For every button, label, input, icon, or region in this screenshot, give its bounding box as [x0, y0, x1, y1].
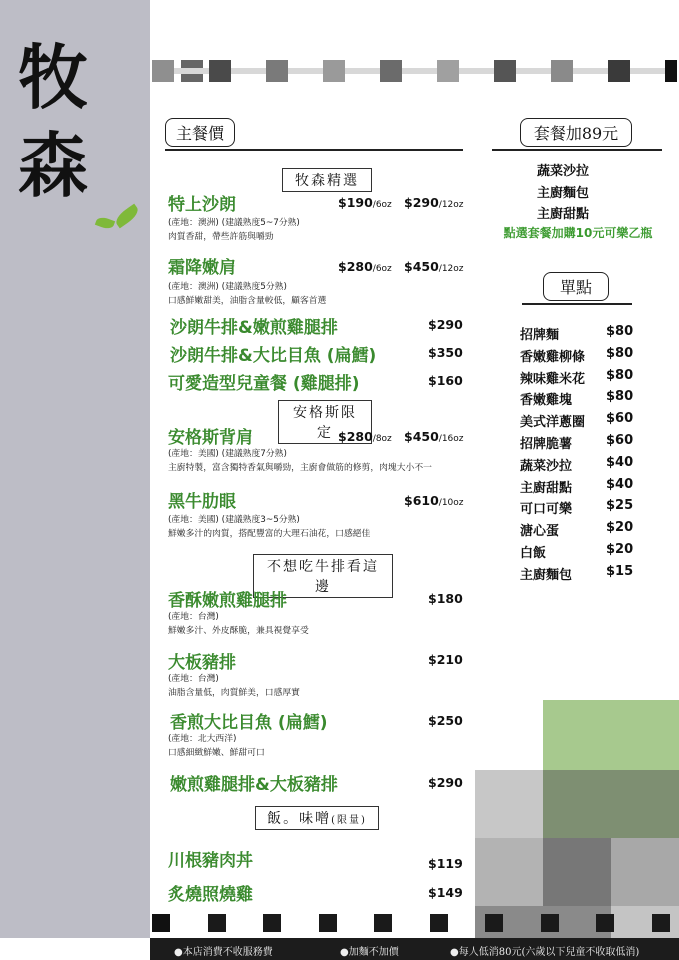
- deco-square: [551, 60, 573, 82]
- section-tag-rice: [255, 806, 379, 830]
- a-la-carte-item-price: $40: [606, 476, 634, 492]
- set-meal-rule: [492, 149, 662, 151]
- dish-desc-origin: (產地：台灣): [168, 612, 219, 622]
- dish-desc: 肉質香甜，帶些許筋與嚼勁: [168, 232, 274, 242]
- a-la-carte-item-price: $20: [606, 542, 634, 557]
- deco-line: [174, 68, 209, 74]
- deco-block: [611, 838, 679, 906]
- dish-price: $290: [428, 775, 463, 790]
- deco-block: [543, 838, 611, 906]
- deco-square: [437, 60, 459, 82]
- dish-name: 嫩煎雞腿排&大板豬排: [170, 775, 338, 795]
- deco-block: [475, 770, 543, 838]
- dish-name: 香煎大比目魚 (扁鱈): [170, 713, 328, 733]
- dish-price: $149: [428, 885, 463, 900]
- footer-bar: [150, 938, 679, 960]
- section-tag-angus: 安格斯限定: [278, 400, 372, 444]
- deco-square: [263, 914, 281, 932]
- dish-name: 可愛造型兒童餐 (雞腿排): [168, 374, 360, 394]
- dish-desc: 鮮嫩多汁、外皮酥脆，兼具視覺享受: [168, 626, 309, 636]
- brand-logo-mark: [10, 30, 140, 230]
- dish-price-large: $450/12oz: [404, 259, 464, 274]
- dish-name: 炙燒照燒雞: [168, 885, 253, 905]
- dish-desc-origin: (產地：澳洲) (建議熟度5分熟): [168, 282, 287, 292]
- a-la-carte-item-name: 蔬菜沙拉: [520, 458, 573, 474]
- deco-line: [345, 68, 380, 74]
- a-la-carte-title: 單點: [543, 272, 609, 301]
- dish-price: $290: [428, 317, 463, 332]
- a-la-carte-item-name: 可口可樂: [520, 502, 573, 518]
- dish-desc-origin: (產地：美國) (建議熟度7分熟): [168, 449, 287, 459]
- deco-square: [430, 914, 448, 932]
- main-menu-title: 主餐價: [165, 118, 235, 147]
- deco-square: [152, 60, 174, 82]
- a-la-carte-item-name: 主廚甜點: [520, 480, 573, 496]
- dish-desc: 口感鮮嫩甜美，油脂含量較低，顧客首選: [168, 296, 327, 306]
- section-tag-signature: 牧森精選: [282, 168, 372, 192]
- a-la-carte-item-name: 美式洋蔥圈: [520, 415, 586, 431]
- set-meal-promo: 點選套餐加購10元可樂乙瓶: [503, 226, 653, 240]
- set-meal-title: 套餐加89元: [520, 118, 632, 147]
- a-la-carte-item-price: $80: [606, 367, 634, 383]
- svg-text:森: 森: [18, 124, 88, 207]
- dish-price: $210: [428, 652, 463, 667]
- deco-square: [485, 914, 503, 932]
- svg-text:牧: 牧: [18, 36, 88, 119]
- footer-note: ●本店消費不收服務費: [174, 947, 273, 958]
- deco-square: [374, 914, 392, 932]
- a-la-carte-item-name: 白飯: [520, 546, 547, 561]
- a-la-carte-item-name: 主廚麵包: [520, 567, 573, 583]
- dish-desc: 口感細緻鮮嫩、鮮甜可口: [168, 748, 265, 758]
- a-la-carte-item-price: $80: [606, 389, 634, 405]
- a-la-carte-item-name: 辣味雞米花: [520, 371, 586, 387]
- dish-price-large: $450/16oz: [404, 429, 464, 444]
- dish-name: 黑牛肋眼: [168, 492, 236, 512]
- deco-line: [288, 68, 323, 74]
- a-la-carte-item-price: $15: [606, 563, 634, 579]
- dish-name: 沙朗牛排&大比目魚 (扁鱈): [170, 346, 377, 366]
- dish-name: 安格斯背肩: [168, 428, 253, 448]
- a-la-carte-item-name: 香嫩雞柳條: [520, 349, 586, 365]
- a-la-carte-item-name: 招牌麵: [520, 328, 560, 343]
- deco-line: [630, 68, 665, 74]
- dish-price: $180: [428, 591, 463, 606]
- deco-block: [543, 700, 679, 770]
- deco-square: [323, 60, 345, 82]
- deco-square: [380, 60, 402, 82]
- dish-price-small: $280/8oz: [338, 429, 392, 444]
- a-la-carte-item-price: $60: [606, 433, 634, 448]
- dish-price-small: $280/6oz: [338, 259, 392, 274]
- a-la-carte-item-price: $20: [606, 520, 634, 536]
- dish-desc: 油脂含量低，肉質鮮美，口感厚實: [168, 688, 300, 698]
- dish-price-large: $290/12oz: [404, 195, 464, 210]
- deco-square: [319, 914, 337, 932]
- a-la-carte-rule: [522, 303, 632, 305]
- dish-name: 香酥嫩煎雞腿排: [168, 591, 287, 611]
- deco-square: [152, 914, 170, 932]
- deco-square: [665, 60, 677, 82]
- a-la-carte-item-name: 香嫩雞塊: [520, 393, 573, 409]
- main-menu-rule: [165, 149, 463, 151]
- a-la-carte-item-price: $40: [606, 454, 634, 470]
- deco-line: [402, 68, 437, 74]
- deco-square: [596, 914, 614, 932]
- a-la-carte-item-price: $80: [606, 345, 634, 361]
- deco-block: [475, 838, 543, 906]
- deco-line: [459, 68, 494, 74]
- footer-note: ●加麵不加價: [340, 947, 399, 958]
- a-la-carte-item-name: 招牌脆薯: [520, 437, 573, 452]
- deco-square: [494, 60, 516, 82]
- dish-desc-origin: (產地：美國) (建議熟度3~5分熟): [168, 515, 300, 525]
- dish-name: 特上沙朗: [168, 195, 236, 215]
- deco-line: [573, 68, 608, 74]
- dish-desc-origin: (產地：台灣): [168, 674, 219, 684]
- deco-block: [543, 770, 679, 838]
- footer-note: ●每人低消80元(六歲以下兒童不收取低消): [450, 947, 640, 958]
- a-la-carte-item-name: 溏心蛋: [520, 524, 560, 540]
- dish-price-small: $190/6oz: [338, 195, 392, 210]
- dish-desc-origin: (產地：澳洲) (建議熟度5~7分熟): [168, 218, 300, 228]
- deco-square: [209, 60, 231, 82]
- dish-price: $160: [428, 373, 463, 388]
- deco-square: [652, 914, 670, 932]
- deco-line: [231, 68, 266, 74]
- dish-desc: 主廚特製，富含獨特香氣與嚼勁，主廚會做筋的修剪，肉塊大小不一: [168, 463, 432, 473]
- dish-desc: 鮮嫩多汁的肉質，搭配豐富的大理石油花，口感絕佳: [168, 529, 371, 539]
- deco-square: [608, 60, 630, 82]
- a-la-carte-item-price: $25: [606, 498, 634, 514]
- deco-square: [208, 914, 226, 932]
- dish-name: 霜降嫩肩: [168, 258, 236, 278]
- deco-square: [266, 60, 288, 82]
- set-meal-item: 蔬菜沙拉: [536, 164, 589, 179]
- section-tag-non-beef: 不想吃牛排看這邊: [253, 554, 393, 598]
- dish-price: $250: [428, 713, 463, 728]
- dish-name: 川根豬肉丼: [168, 851, 253, 871]
- a-la-carte-item-price: $80: [606, 324, 634, 339]
- dish-desc-origin: (產地：北大西洋): [168, 734, 237, 744]
- deco-line: [516, 68, 551, 74]
- dish-name: 沙朗牛排&嫩煎雞腿排: [170, 318, 338, 338]
- brand-logo: [10, 30, 140, 230]
- dish-price: $350: [428, 345, 463, 360]
- deco-square: [541, 914, 559, 932]
- section-tag-rice-note: (限量): [331, 815, 367, 826]
- set-meal-item: 主廚甜點: [536, 207, 589, 222]
- sidebar-panel: [0, 0, 150, 938]
- set-meal-item: 主廚麵包: [536, 186, 589, 201]
- a-la-carte-item-price: $60: [606, 411, 634, 427]
- dish-price-large: $610/10oz: [404, 493, 464, 508]
- dish-price: $119: [428, 856, 463, 871]
- section-tag-rice-label: 飯。味噌: [267, 811, 332, 827]
- dish-name: 大板豬排: [168, 653, 236, 673]
